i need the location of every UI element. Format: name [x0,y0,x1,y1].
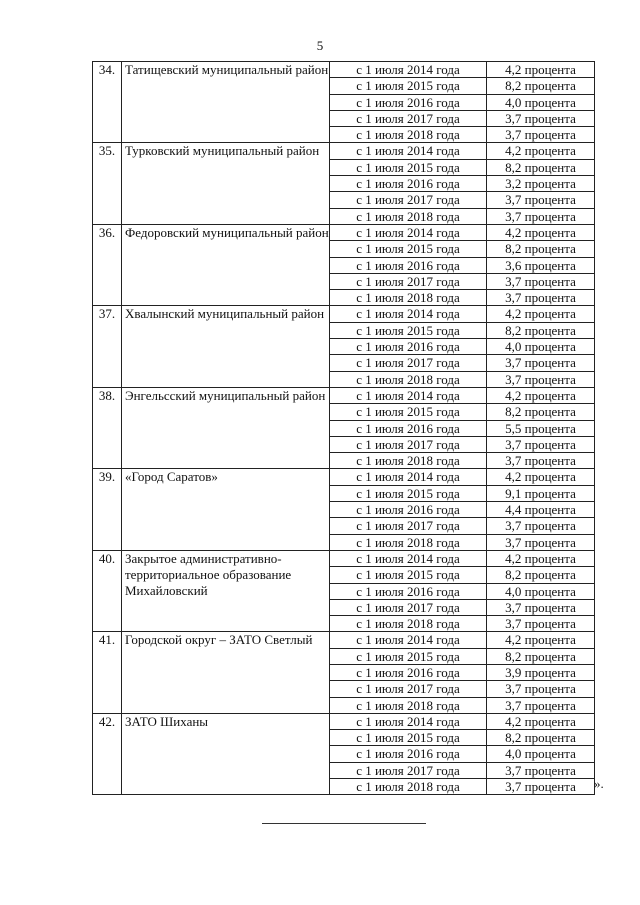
rate-value: 9,1 процента [487,485,595,501]
rate-value: 8,2 процента [487,78,595,94]
municipality-name: Татищевский муниципальный район [122,62,330,143]
effective-date: с 1 июля 2015 года [330,730,487,746]
rate-value: 3,7 процента [487,273,595,289]
effective-date: с 1 июля 2017 года [330,192,487,208]
effective-date: с 1 июля 2016 года [330,420,487,436]
rate-value: 3,7 процента [487,779,595,795]
rate-value: 4,2 процента [487,550,595,566]
rate-value: 3,7 процента [487,355,595,371]
effective-date: с 1 июля 2018 года [330,697,487,713]
rate-value: 8,2 процента [487,567,595,583]
effective-date: с 1 июля 2018 года [330,453,487,469]
rate-value: 4,2 процента [487,713,595,729]
rate-value: 8,2 процента [487,648,595,664]
rate-value: 3,7 процента [487,290,595,306]
effective-date: с 1 июля 2016 года [330,583,487,599]
effective-date: с 1 июля 2014 года [330,713,487,729]
effective-date: с 1 июля 2017 года [330,518,487,534]
row-number: 36. [93,224,122,305]
rate-value: 3,7 процента [487,534,595,550]
municipality-name: Турковский муниципальный район [122,143,330,224]
rate-value: 4,2 процента [487,387,595,403]
row-number: 35. [93,143,122,224]
rate-value: 4,2 процента [487,62,595,78]
rate-value: 3,7 процента [487,599,595,615]
table-row [93,387,595,403]
table-row [93,224,595,240]
effective-date: с 1 июля 2017 года [330,110,487,126]
municipality-name: Хвалынский муниципальный район [122,306,330,387]
rate-value: 3,7 процента [487,208,595,224]
closing-quote-mark: ». [594,776,604,791]
effective-date: с 1 июля 2017 года [330,681,487,697]
municipality-name: Федоровский муниципальный район [122,224,330,305]
row-number: 41. [93,632,122,713]
effective-date: с 1 июля 2018 года [330,208,487,224]
effective-date: с 1 июля 2016 года [330,746,487,762]
rate-value: 8,2 процента [487,241,595,257]
effective-date: с 1 июля 2015 года [330,78,487,94]
row-number: 42. [93,713,122,794]
effective-date: с 1 июля 2016 года [330,257,487,273]
rate-value: 3,6 процента [487,257,595,273]
effective-date: с 1 июля 2018 года [330,127,487,143]
effective-date: с 1 июля 2018 года [330,534,487,550]
effective-date: с 1 июля 2016 года [330,339,487,355]
rate-value: 8,2 процента [487,404,595,420]
effective-date: с 1 июля 2017 года [330,436,487,452]
rate-value: 4,4 процента [487,502,595,518]
rate-value: 4,2 процента [487,632,595,648]
rate-value: 3,7 процента [487,371,595,387]
rate-value: 4,2 процента [487,469,595,485]
rate-value: 8,2 процента [487,159,595,175]
effective-date: с 1 июля 2016 года [330,176,487,192]
effective-date: с 1 июля 2018 года [330,616,487,632]
effective-date: с 1 июля 2015 года [330,404,487,420]
rate-value: 4,0 процента [487,746,595,762]
effective-date: с 1 июля 2018 года [330,290,487,306]
rate-value: 4,2 процента [487,306,595,322]
effective-date: с 1 июля 2015 года [330,648,487,664]
rate-value: 3,7 процента [487,616,595,632]
rate-value: 4,2 процента [487,143,595,159]
table-row [93,469,595,485]
rate-value: 3,9 процента [487,664,595,680]
effective-date: с 1 июля 2015 года [330,159,487,175]
effective-date: с 1 июля 2016 года [330,502,487,518]
effective-date: с 1 июля 2014 года [330,62,487,78]
table-row [93,143,595,159]
effective-date: с 1 июля 2017 года [330,599,487,615]
rate-value: 3,7 процента [487,127,595,143]
rates-table [92,61,595,795]
effective-date: с 1 июля 2018 года [330,371,487,387]
rates-table-body [93,62,595,795]
end-divider-line [262,823,426,824]
table-row [93,632,595,648]
rate-value: 3,7 процента [487,518,595,534]
rate-value: 8,2 процента [487,730,595,746]
effective-date: с 1 июля 2016 года [330,94,487,110]
effective-date: с 1 июля 2014 года [330,387,487,403]
table-row [93,62,595,78]
table-row [93,306,595,322]
effective-date: с 1 июля 2017 года [330,273,487,289]
effective-date: с 1 июля 2017 года [330,355,487,371]
effective-date: с 1 июля 2014 года [330,143,487,159]
effective-date: с 1 июля 2018 года [330,779,487,795]
row-number: 38. [93,387,122,468]
effective-date: с 1 июля 2017 года [330,762,487,778]
row-number: 34. [93,62,122,143]
effective-date: с 1 июля 2015 года [330,485,487,501]
effective-date: с 1 июля 2014 года [330,224,487,240]
municipality-name: ЗАТО Шиханы [122,713,330,794]
effective-date: с 1 июля 2015 года [330,567,487,583]
municipality-name: Закрытое административно-территориальное образование Михайловский [122,550,330,631]
municipality-name: Городской округ – ЗАТО Светлый [122,632,330,713]
rate-value: 3,7 процента [487,681,595,697]
municipality-name: Энгельсский муниципальный район [122,387,330,468]
effective-date: с 1 июля 2014 года [330,632,487,648]
rate-value: 3,2 процента [487,176,595,192]
rate-value: 3,7 процента [487,110,595,126]
effective-date: с 1 июля 2016 года [330,664,487,680]
effective-date: с 1 июля 2014 года [330,469,487,485]
rate-value: 3,7 процента [487,436,595,452]
row-number: 39. [93,469,122,550]
effective-date: с 1 июля 2014 года [330,306,487,322]
effective-date: с 1 июля 2014 года [330,550,487,566]
rate-value: 5,5 процента [487,420,595,436]
rate-value: 3,7 процента [487,453,595,469]
row-number: 37. [93,306,122,387]
table-row [93,713,595,729]
table-row [93,550,595,566]
effective-date: с 1 июля 2015 года [330,322,487,338]
rate-value: 3,7 процента [487,192,595,208]
rate-value: 4,0 процента [487,94,595,110]
rate-value: 3,7 процента [487,762,595,778]
rate-value: 4,0 процента [487,583,595,599]
row-number: 40. [93,550,122,631]
page-number: 5 [316,38,324,53]
effective-date: с 1 июля 2015 года [330,241,487,257]
rate-value: 4,2 процента [487,224,595,240]
rate-value: 8,2 процента [487,322,595,338]
municipality-name: «Город Саратов» [122,469,330,550]
rate-value: 3,7 процента [487,697,595,713]
rate-value: 4,0 процента [487,339,595,355]
